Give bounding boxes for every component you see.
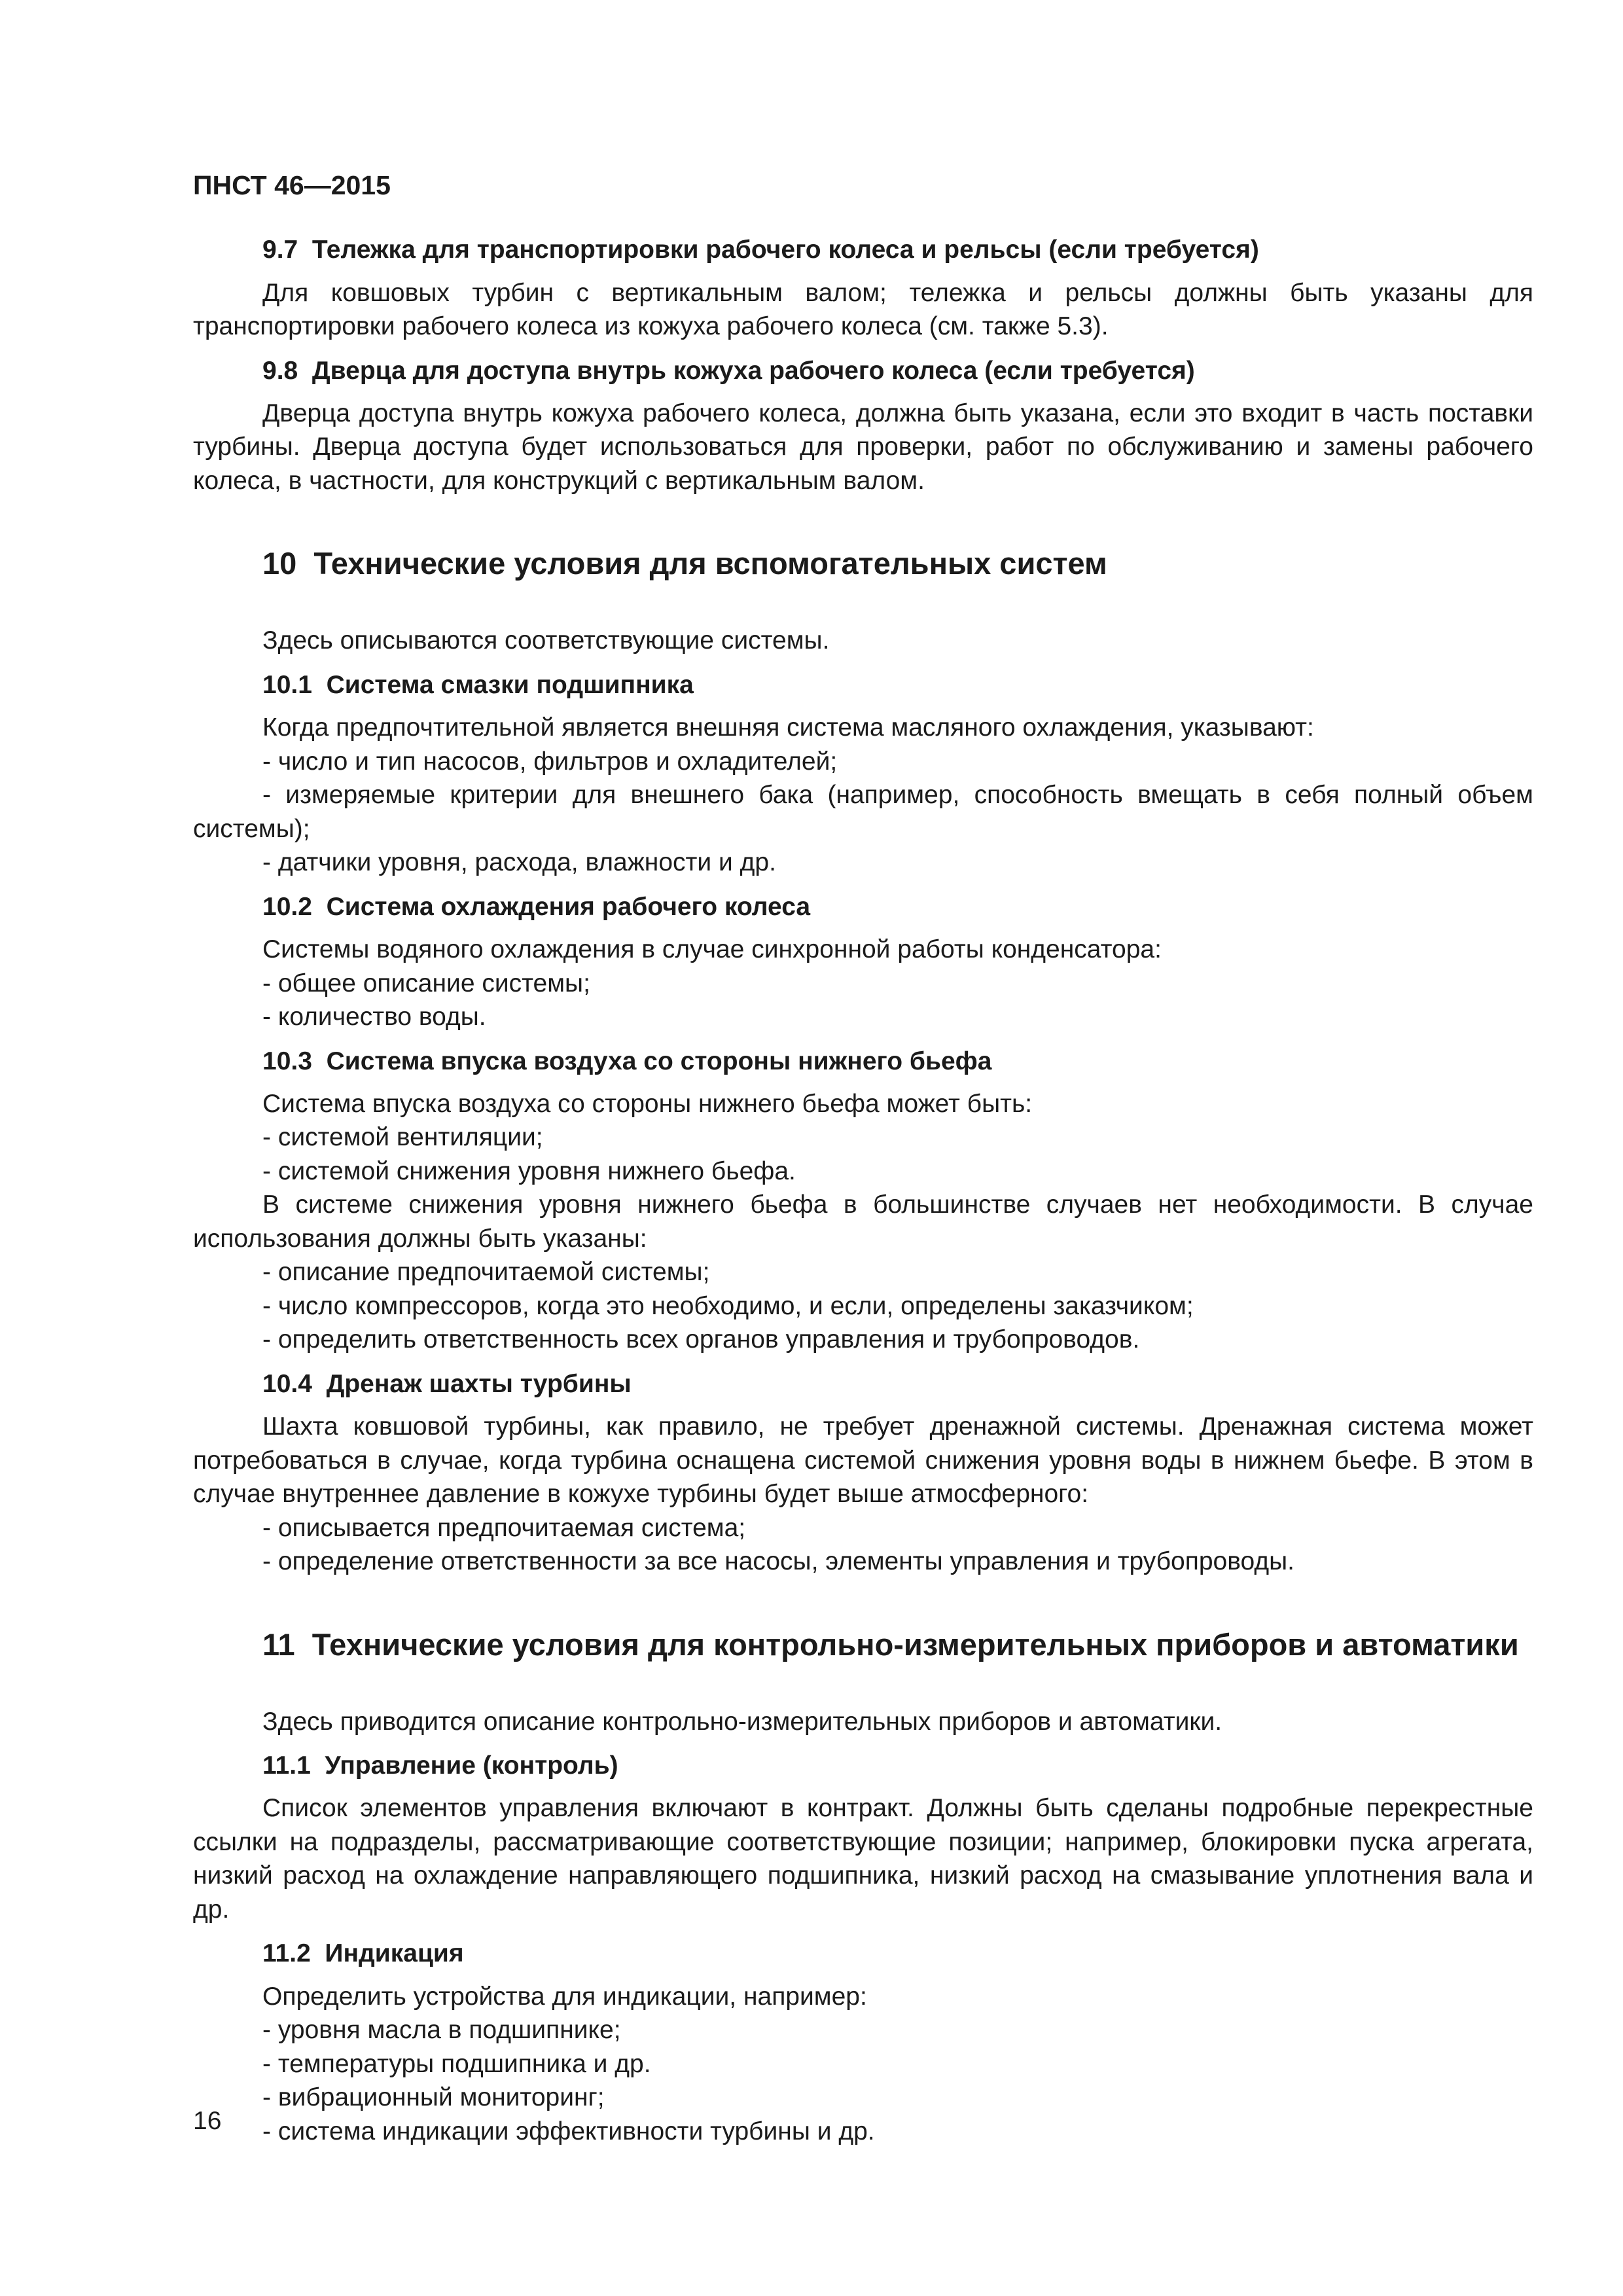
- para-10-3-continued: В системе снижения уровня нижнего бьефа в большинстве случаев нет необходимости. В случае использования должны быть указаны:: [193, 1191, 1533, 1253]
- list-item: - системой снижения уровня нижнего бьефа.: [262, 1157, 796, 1185]
- list-item: - определить ответственность всех органов управления и трубопроводов.: [262, 1325, 1140, 1354]
- list-item: - измеряемые критерии для внешнего бака (например, способность вмещать в себя полный объем системы);: [193, 781, 1533, 843]
- standard-code: ПНСТ 46—2015: [193, 170, 391, 200]
- para-11-2-intro: Определить устройства для индикации, например:: [262, 1982, 867, 2011]
- heading-9-7: 9.7 Тележка для транспортировки рабочего колеса и рельсы (если требуется): [262, 236, 1259, 264]
- list-item: - уровня масла в подшипнике;: [262, 2016, 621, 2045]
- heading-11-1: 11.1 Управление (контроль): [262, 1751, 618, 1780]
- list-item: - число и тип насосов, фильтров и охладителей;: [262, 747, 838, 776]
- list-item: - системой вентиляции;: [262, 1123, 543, 1152]
- heading-10-3: 10.3 Система впуска воздуха со стороны нижнего бьефа: [262, 1047, 992, 1075]
- list-item: - система индикации эффективности турбины и др.: [262, 2117, 875, 2145]
- para-11-1-intro: Список элементов управления включают в контракт. Должны быть сделаны подробные перекрестные ссылки на подразделы, рассматривающие соответствующие позиции; например, блокировки пуска агрегата, низкий расход на охлаждение направляющего подшипника, низкий расход на смазывание уплотнения вала и др.: [193, 1794, 1533, 1924]
- heading-11-2: 11.2 Индикация: [262, 1939, 464, 1968]
- list-item: - число компрессоров, когда это необходимо, и если, определены заказчиком;: [262, 1291, 1194, 1320]
- heading-10: 10 Технические условия для вспомогательных систем: [262, 546, 1107, 581]
- para-10-2-intro: Системы водяного охлаждения в случае синхронной работы конденсатора:: [262, 935, 1162, 964]
- list-item: - определение ответственности за все насосы, элементы управления и трубопроводы.: [262, 1547, 1294, 1576]
- page-number: 16: [193, 2106, 222, 2135]
- para-11-intro: Здесь приводится описание контрольно-измерительных приборов и автоматики.: [262, 1707, 1222, 1736]
- para-10-4-intro: Шахта ковшовой турбины, как правило, не требует дренажной системы. Дренажная система может потребоваться в случае, когда турбина оснащена системой снижения уровня воды в нижнем бьефе. В этом в случае внутреннее давление в кожухе турбины будет выше атмосферного:: [193, 1412, 1533, 1509]
- heading-11: 11 Технические условия для контрольно-измерительных приборов и автоматики: [262, 1626, 1519, 1662]
- para-10-3-intro: Система впуска воздуха со стороны нижнего бьефа может быть:: [262, 1089, 1033, 1118]
- list-item: - описание предпочитаемой системы;: [262, 1258, 710, 1287]
- list-item: - вибрационный мониторинг;: [262, 2083, 605, 2112]
- para-10-1-intro: Когда предпочтительной является внешняя система масляного охлаждения, указывают:: [262, 713, 1314, 742]
- document-content: [193, 168, 1533, 2148]
- list-item: - датчики уровня, расхода, влажности и др.: [262, 848, 776, 877]
- heading-10-1: 10.1 Система смазки подшипника: [262, 670, 694, 699]
- para-9-7: Для ковшовых турбин с вертикальным валом; тележка и рельсы должны быть указаны для транспортировки рабочего колеса из кожуха рабочего колеса (см. также 5.3).: [193, 278, 1533, 341]
- para-10-intro: Здесь описываются соответствующие системы.: [262, 626, 830, 655]
- para-9-8: Дверца доступа внутрь кожуха рабочего колеса, должна быть указана, если это входит в часть поставки турбины. Дверца доступа будет использоваться для проверки, работ по обслуживанию и замены рабочего колеса, в частности, для конструкций с вертикальным валом.: [193, 399, 1533, 495]
- heading-10-2: 10.2 Система охлаждения рабочего колеса: [262, 892, 811, 921]
- list-item: - количество воды.: [262, 1003, 486, 1031]
- heading-10-4: 10.4 Дренаж шахты турбины: [262, 1369, 632, 1398]
- heading-9-8: 9.8 Дверца для доступа внутрь кожуха рабочего колеса (если требуется): [262, 356, 1195, 385]
- list-item: - температуры подшипника и др.: [262, 2049, 651, 2078]
- list-item: - общее описание системы;: [262, 969, 590, 997]
- list-item: - описывается предпочитаемая система;: [262, 1513, 746, 1542]
